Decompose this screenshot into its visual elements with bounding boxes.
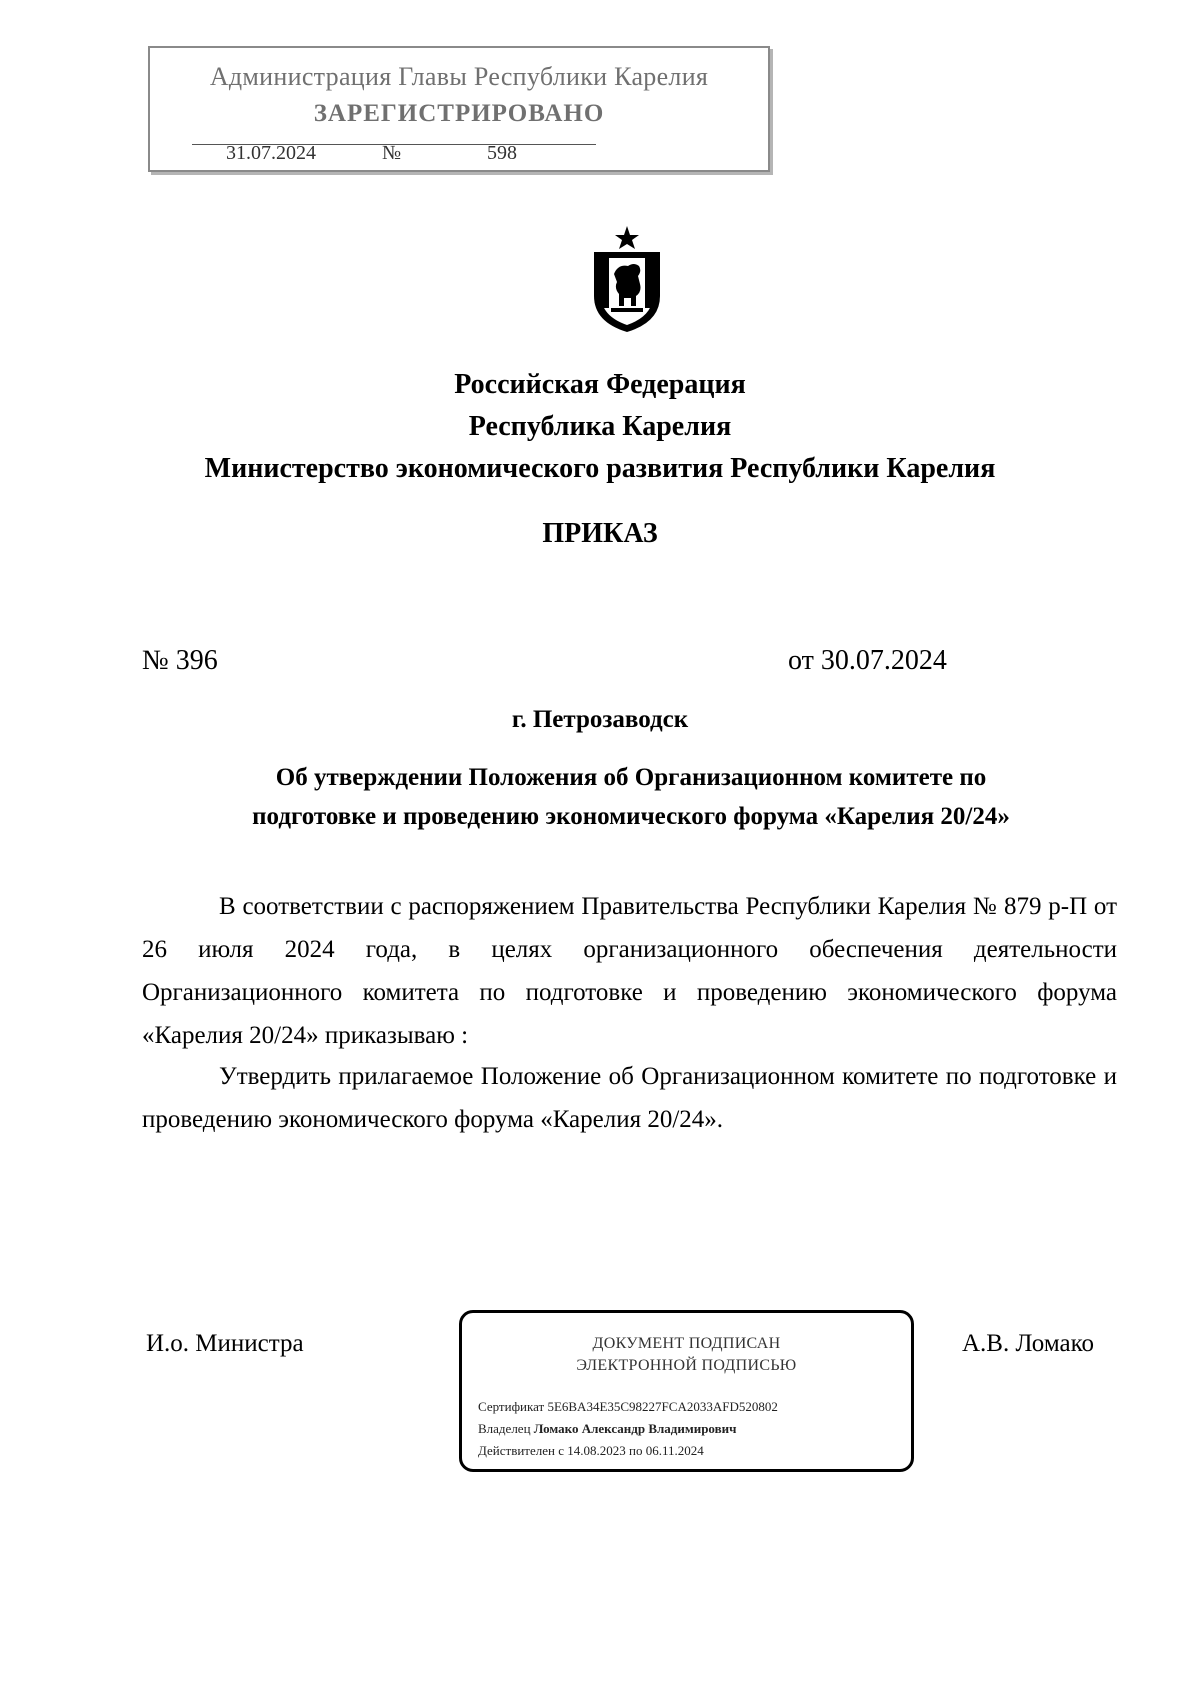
coat-of-arms-icon: [584, 226, 670, 334]
body-paragraph-1: В соответствии с распоряжением Правительства Республики Карелия № 879 р-П от 26 июля 2024 года, в целях организационного обеспечения деятельности Организационного комитета по подготовке и проведению экономического форума «Карелия 20/24» приказываю :: [142, 893, 1117, 1049]
esign-owner-row: [478, 1421, 736, 1437]
electronic-signature-stamp: [459, 1310, 914, 1472]
order-number: № 396: [142, 645, 218, 676]
esign-valid-to: 06.11.2024: [645, 1443, 704, 1458]
body-paragraph-2: Утвердить прилагаемое Положение об Организационном комитете по подготовке и проведению экономического форума «Карелия 20/24».: [142, 1063, 1117, 1133]
registration-stamp: [148, 46, 770, 172]
esign-certificate-row: [478, 1399, 778, 1415]
esign-owner-label: Владелец: [478, 1421, 531, 1436]
esign-certificate-label: Сертификат: [478, 1399, 545, 1414]
registration-organization: Администрация Главы Республики Карелия: [209, 62, 709, 91]
esign-validity-row: [478, 1443, 704, 1459]
esign-certificate-value: 5E6BA34E35C98227FCA2033AFD520802: [547, 1399, 778, 1414]
esign-title-line-1: ДОКУМЕНТ ПОДПИСАН: [592, 1335, 781, 1352]
signer-title: И.о. Министра: [146, 1330, 304, 1357]
order-title-line-2: подготовке и проведению экономического форума «Карелия 20/24»: [252, 803, 1010, 830]
esign-valid-from-label: с: [558, 1443, 564, 1458]
order-title-line-1: Об утверждении Положения об Организационном комитете по: [275, 764, 987, 791]
esign-title-line-2: ЭЛЕКТРОННОЙ ПОДПИСЬЮ: [576, 1357, 797, 1374]
order-city: г. Петрозаводск: [511, 706, 689, 733]
order-date: от 30.07.2024: [788, 645, 947, 676]
registration-status: ЗАРЕГИСТРИРОВАНО: [313, 100, 605, 127]
esign-owner-value: Ломако Александр Владимирович: [533, 1421, 737, 1436]
esign-valid-to-label: по: [629, 1443, 643, 1458]
document-type: ПРИКАЗ: [542, 518, 658, 549]
signer-name: А.В. Ломако: [962, 1330, 1094, 1357]
country-heading: Российская Федерация: [454, 369, 746, 400]
registration-number-label: №: [382, 142, 402, 164]
ministry-heading: Министерство экономического развития Республики Карелия: [204, 453, 996, 484]
republic-heading: Республика Карелия: [468, 411, 732, 442]
registration-date: 31.07.2024: [226, 142, 316, 164]
esign-valid-from: 14.08.2023: [567, 1443, 626, 1458]
esign-valid-label: Действителен: [478, 1443, 555, 1458]
registration-number: 598: [487, 142, 517, 164]
